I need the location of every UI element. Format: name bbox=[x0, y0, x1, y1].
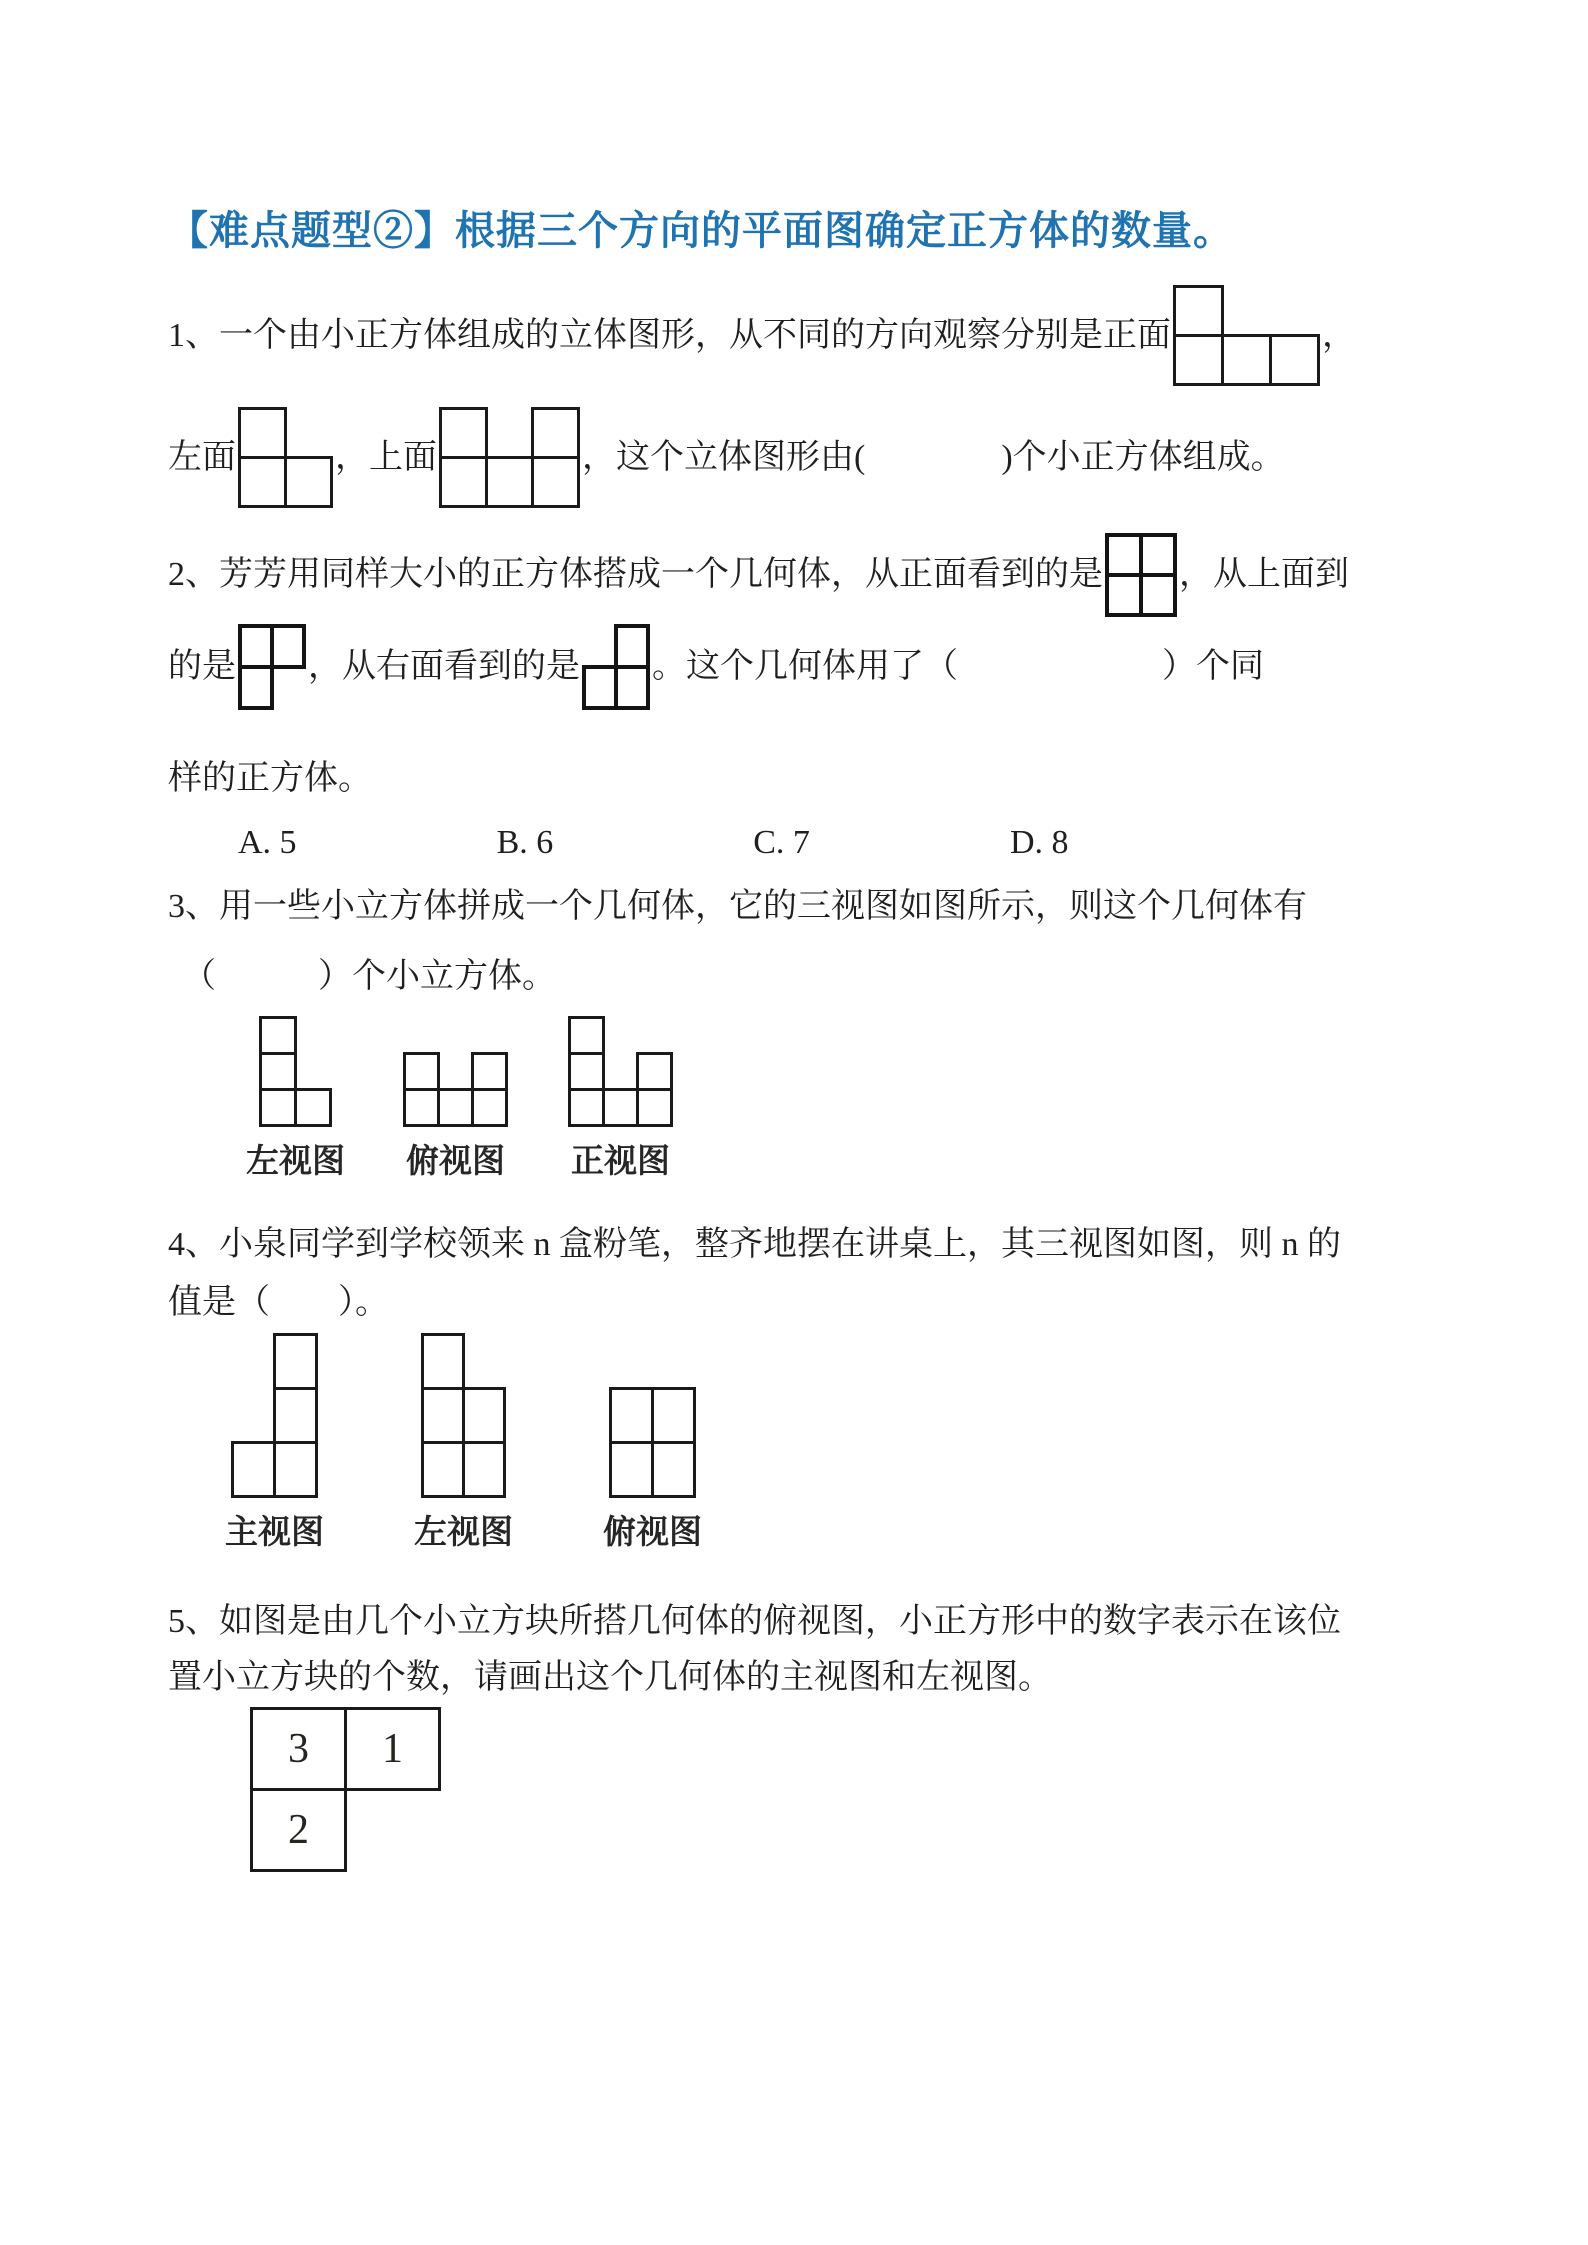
q3-figure-front-view bbox=[566, 1016, 675, 1181]
q3-front-view-label: 正视图 bbox=[571, 1142, 670, 1179]
q4-line2-text: 值是（ ）。 bbox=[168, 1284, 389, 1321]
q4-top-view-grid bbox=[609, 1387, 696, 1498]
q2-line1-text: 2、芳芳用同样大小的正方体搭成一个几何体，从正面看到的是 bbox=[168, 556, 1103, 593]
q3-left-view-label: 左视图 bbox=[246, 1142, 345, 1179]
q2-line2-end: 。这个几何体用了（ ）个同 bbox=[652, 648, 1264, 685]
q4-figure-main-view bbox=[225, 1333, 324, 1552]
q1-line1-text: 1、一个由小正方体组成的立体图形，从不同的方向观察分别是正面 bbox=[168, 316, 1171, 354]
q4-line1-text: 4、小泉同学到学校领来 n 盒粉笔，整齐地摆在讲桌上，其三视图如图，则 n 的 bbox=[168, 1226, 1341, 1263]
q2-line2-start: 的是 bbox=[168, 648, 236, 685]
q1-front-view-grid bbox=[1173, 285, 1320, 386]
question-3-line-2 bbox=[182, 953, 1458, 1001]
q3-front-view-grid bbox=[568, 1016, 673, 1127]
q1-top-view-grid bbox=[439, 407, 580, 508]
question-2-line-2 bbox=[168, 624, 1458, 710]
question-2-line-3 bbox=[168, 755, 1458, 803]
q4-left-view-label: 左视图 bbox=[414, 1513, 513, 1550]
q4-left-view-grid bbox=[421, 1333, 506, 1498]
q2-line3-text: 样的正方体。 bbox=[168, 760, 372, 797]
q4-top-view-label: 俯视图 bbox=[603, 1513, 702, 1550]
q3-figures-row bbox=[246, 1016, 1458, 1181]
q1-line2-end: ，这个立体图形由( )个小正方体组成。 bbox=[582, 438, 1285, 476]
q2-line1-end: ，从上面到 bbox=[1179, 556, 1349, 593]
question-4-line-1 bbox=[168, 1221, 1458, 1269]
q2-right-view-grid bbox=[582, 624, 650, 710]
page-title: 【难点题型②】根据三个方向的平面图确定正方体的数量。 bbox=[168, 208, 1234, 253]
question-5-line-1 bbox=[168, 1598, 1458, 1646]
option-c: C. 7 bbox=[753, 824, 810, 861]
q5-line1-text: 5、如图是由几个小立方块所搭几何体的俯视图，小正方形中的数字表示在该位 bbox=[168, 1603, 1341, 1640]
q3-line2-text: （ ）个小立方体。 bbox=[182, 958, 556, 995]
q2-top-view-grid bbox=[238, 624, 306, 710]
q5-numbered-top-view-grid: 3 1 2 bbox=[250, 1707, 441, 1872]
q3-figure-top-view bbox=[401, 1052, 510, 1181]
q5-figure-wrap bbox=[248, 1707, 1458, 1877]
q3-top-view-grid bbox=[403, 1052, 508, 1127]
q3-line1-text: 3、用一些小立方体拼成一个几何体，它的三视图如图所示，则这个几何体有 bbox=[168, 888, 1307, 925]
question-3-line-1 bbox=[168, 883, 1458, 931]
q1-line1-comma: ， bbox=[1322, 316, 1356, 354]
q2-options-row bbox=[238, 819, 1458, 867]
q3-top-view-label: 俯视图 bbox=[406, 1142, 505, 1179]
q1-left-label: 左面 bbox=[168, 438, 236, 476]
q3-left-view-grid bbox=[259, 1016, 332, 1127]
question-5-line-2 bbox=[168, 1654, 1458, 1702]
question-1-line-2 bbox=[168, 407, 1458, 508]
question-1-line-1 bbox=[168, 285, 1458, 386]
q3-figure-left-view bbox=[246, 1016, 345, 1181]
q2-line2-mid: ，从右面看到的是 bbox=[308, 648, 580, 685]
option-d: D. 8 bbox=[1009, 824, 1069, 861]
question-4-line-2 bbox=[168, 1279, 1458, 1327]
question-2-line-1 bbox=[168, 533, 1458, 617]
q4-figures-row bbox=[225, 1333, 1458, 1552]
q2-front-view-grid bbox=[1105, 533, 1177, 617]
q1-mid-text: ，上面 bbox=[335, 438, 437, 476]
q4-main-view-grid bbox=[231, 1333, 318, 1498]
option-a: A. 5 bbox=[238, 824, 297, 861]
option-b: B. 6 bbox=[496, 824, 554, 861]
q4-figure-top-view bbox=[603, 1387, 702, 1552]
q4-figure-left-view bbox=[414, 1333, 513, 1552]
q1-left-view-grid bbox=[238, 407, 333, 508]
q4-main-view-label: 主视图 bbox=[225, 1513, 324, 1550]
q5-line2-text: 置小立方块的个数，请画出这个几何体的主视图和左视图。 bbox=[168, 1659, 1052, 1696]
